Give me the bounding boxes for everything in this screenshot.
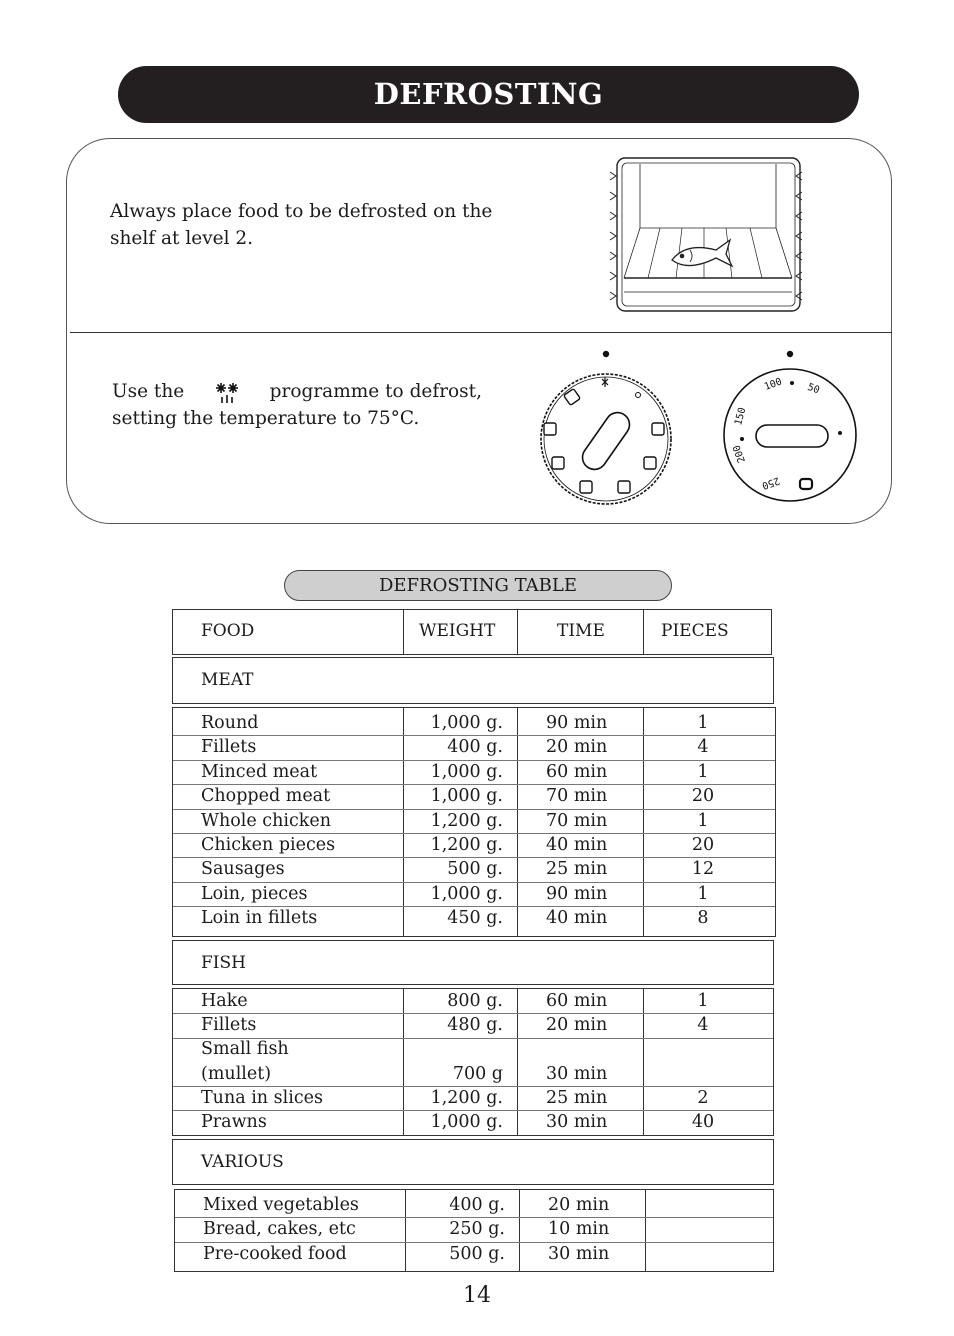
cell-weight: 800 g.	[447, 991, 503, 1011]
cell-pieces: 1	[697, 810, 709, 831]
cell-weight: 500 g.	[447, 859, 503, 880]
table-row	[173, 833, 775, 858]
cell-time: 20 min	[548, 1195, 610, 1215]
cell-food: Prawns	[201, 1112, 267, 1132]
table-row	[175, 1193, 773, 1218]
table-header	[172, 609, 772, 655]
programme-instruction	[112, 378, 482, 432]
table-row	[175, 1217, 773, 1242]
category-various	[172, 1139, 774, 1185]
thermostat-label: 150	[733, 406, 749, 427]
cell-weight: 400 g.	[449, 1195, 505, 1215]
prog-text-line2: setting the temperature to 75°C.	[112, 408, 420, 429]
cell-food: Fillets	[201, 1015, 257, 1036]
thermostat-label: 100	[762, 376, 784, 393]
cell-time: 40 min	[546, 908, 608, 929]
cell-pieces: 1	[697, 991, 709, 1011]
cell-weight: 500 g.	[449, 1243, 505, 1264]
cell-time: 90 min	[546, 883, 608, 904]
cell-weight: 1,200 g.	[430, 1087, 503, 1108]
thermostat-label: 250	[760, 474, 782, 491]
cell-time: 70 min	[546, 810, 608, 831]
cell-time: 20 min	[546, 737, 608, 758]
cell-food: Small fish	[201, 1039, 289, 1060]
oven-with-fish-icon	[600, 150, 812, 320]
cell-weight: 250 g.	[449, 1219, 505, 1240]
cell-food: Minced meat	[201, 761, 318, 782]
cell-food: Pre-cooked food	[203, 1243, 347, 1264]
temperature-dial-icon	[712, 345, 862, 515]
cell-time: 70 min	[546, 786, 608, 807]
cell-food: Loin, pieces	[201, 883, 308, 904]
cell-food: Sausages	[201, 859, 285, 880]
table-caption: DEFROSTING TABLE	[284, 570, 672, 601]
cell-time: 30 min	[546, 1063, 608, 1084]
instructions-divider	[70, 332, 892, 333]
cell-pieces: 12	[691, 859, 715, 880]
cell-time: 20 min	[546, 1015, 608, 1036]
category-fish	[172, 940, 774, 985]
table-row	[173, 857, 775, 882]
cell-pieces: 40	[691, 1112, 715, 1132]
cell-pieces: 2	[697, 1087, 709, 1108]
table-row	[173, 711, 775, 736]
cell-food: Bread, cakes, etc	[203, 1219, 356, 1240]
cell-pieces: 20	[691, 835, 715, 855]
category-label: FISH	[201, 953, 246, 973]
cell-food: Chopped meat	[201, 786, 331, 807]
cell-pieces: 1	[697, 761, 709, 782]
cell-weight: 1,000 g.	[430, 883, 503, 904]
thermostat-label: 50	[805, 381, 821, 397]
prog-text-before: Use the	[112, 381, 185, 402]
cell-time: 30 min	[546, 1112, 608, 1132]
category-label: MEAT	[201, 670, 254, 690]
cell-time: 30 min	[548, 1243, 610, 1264]
cell-pieces: 1	[697, 713, 709, 733]
table-row	[173, 784, 775, 809]
cell-weight: 1,200 g.	[430, 810, 503, 831]
table-row	[173, 1013, 773, 1038]
cell-weight: 1,000 g.	[430, 761, 503, 782]
fish-rows	[172, 988, 774, 1136]
table-row	[173, 989, 773, 1014]
title-banner	[118, 66, 859, 123]
thermostat-label: 200	[731, 443, 748, 465]
cell-time: 60 min	[546, 761, 608, 782]
cell-pieces: 8	[697, 908, 709, 929]
cell-food: Fillets	[201, 737, 257, 758]
table-row	[173, 1086, 773, 1111]
various-rows	[174, 1189, 774, 1272]
cell-food: Whole chicken	[201, 810, 332, 831]
header-time: TIME	[557, 621, 605, 641]
table-row	[173, 882, 775, 907]
cell-weight: 1,000 g.	[430, 1112, 503, 1132]
cell-pieces: 4	[697, 737, 709, 758]
cell-weight: 700 g	[452, 1063, 503, 1084]
table-row	[173, 1110, 773, 1134]
cell-time: 25 min	[546, 859, 608, 880]
page-title: DEFROSTING	[373, 77, 604, 111]
cell-food: Round	[201, 713, 259, 733]
shelf-instruction: Always place food to be defrosted on the shelf at level 2.	[110, 201, 493, 249]
cell-weight: 1,200 g.	[430, 835, 503, 855]
cell-time: 10 min	[548, 1219, 610, 1240]
cell-time: 60 min	[546, 991, 608, 1011]
table-row	[173, 906, 775, 930]
cell-time: 90 min	[546, 713, 608, 733]
cell-food: Hake	[201, 991, 248, 1011]
cell-food: Loin in fillets	[201, 908, 318, 929]
cell-weight: 400 g.	[447, 737, 503, 758]
header-weight: WEIGHT	[419, 621, 496, 641]
defrost-snowflake-icon	[212, 380, 242, 404]
header-food: FOOD	[201, 621, 255, 641]
cell-time: 25 min	[546, 1087, 608, 1108]
category-label: VARIOUS	[201, 1152, 284, 1172]
cell-food: Mixed vegetables	[203, 1195, 359, 1215]
cell-food: (mullet)	[201, 1063, 272, 1084]
header-pieces: PIECES	[661, 621, 729, 641]
cell-weight: 480 g.	[447, 1015, 503, 1036]
cell-food: Chicken pieces	[201, 835, 336, 855]
table-row	[173, 760, 775, 785]
cell-pieces: 4	[697, 1015, 709, 1036]
page-number: 14	[463, 1283, 491, 1308]
prog-text-after: programme to defrost,	[269, 381, 482, 402]
cell-weight: 1,000 g.	[430, 786, 503, 807]
function-dial-icon	[530, 345, 680, 515]
cell-weight: 450 g.	[447, 908, 503, 929]
table-row	[173, 1037, 773, 1061]
meat-rows	[172, 707, 776, 937]
cell-weight: 1,000 g.	[430, 713, 503, 733]
cell-pieces: 1	[697, 883, 709, 904]
table-row	[175, 1242, 773, 1266]
cell-time: 40 min	[546, 835, 608, 855]
category-meat	[172, 657, 774, 704]
table-row	[173, 809, 775, 834]
table-row	[173, 1062, 773, 1087]
table-row	[173, 735, 775, 760]
cell-food: Tuna in slices	[201, 1087, 323, 1108]
cell-pieces: 20	[691, 786, 715, 807]
